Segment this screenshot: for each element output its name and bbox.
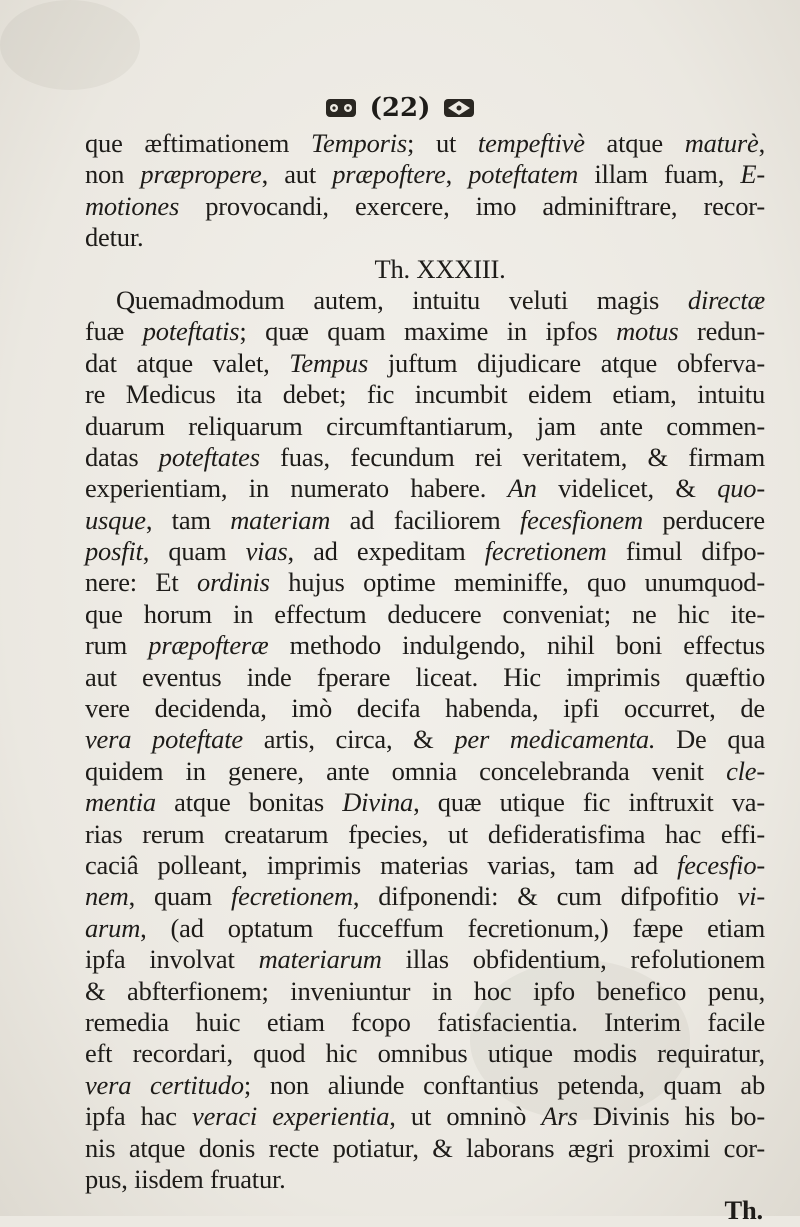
text-line: nis atque donis recte potiatur, & laborans ægri proximi cor- — [85, 1132, 765, 1163]
text-line: remedia huic etiam fcopo fatisfacientia. Interim facile — [85, 1006, 765, 1037]
text-line: que horum in effectum deducere conveniat; ne hic ite- — [85, 598, 765, 629]
text-line: vere decidenda, imò decifa habenda, ipfi occurret, de — [85, 693, 765, 724]
text-line: nere: Et ordinis hujus optime meminiffe, quo unumquod- — [85, 567, 765, 598]
text-line: motiones provocandi, exercere, imo adminiftrare, recor- — [85, 190, 765, 221]
text-line: mentia atque bonitas Divina, quæ utique fic inftruxit va- — [85, 787, 765, 818]
text-line: arum, (ad optatum fucceffum fecretionum,) fæpe etiam — [85, 912, 765, 943]
page-stain — [0, 0, 140, 90]
text-line: detur. — [85, 222, 144, 253]
text-line: non præpropere, aut præpoftere, poteftatem illam fuam, E- — [85, 159, 765, 190]
text-line: usque, tam materiam ad faciliorem fecesfionem perducere — [85, 504, 765, 535]
thesis-heading: Th. XXXIII. — [374, 253, 506, 284]
text-line: aut eventus inde fperare liceat. Hic imprimis quæftio — [85, 661, 765, 692]
text-line: & abfterfionem; inveniuntur in hoc ipfo benefico penu, — [85, 975, 765, 1006]
fleuron-right-icon — [442, 96, 476, 120]
text-line: vera poteftate artis, circa, & per medicamenta. De qua — [85, 724, 766, 755]
text-line: eft recordari, quod hic omnibus utique modis requiratur, — [85, 1038, 765, 1069]
text-line: rias rerum creatarum fpecies, ut defideratisfima hac effi- — [85, 818, 765, 849]
page-header — [0, 93, 800, 123]
text-line: quidem in genere, ante omnia concelebranda venit cle- — [85, 755, 765, 786]
text-line: posfit, quam vias, ad expeditam fecretionem fimul difpo- — [85, 536, 765, 567]
text-line: Quemadmodum autem, intuitu veluti magis directæ — [116, 284, 765, 315]
text-line: vera certitudo; non aliunde conftantius petenda, quam ab — [85, 1069, 765, 1100]
text-line: experientiam, in numerato habere. An videlicet, & quo- — [85, 473, 765, 504]
text-line: dat atque valet, Tempus juftum dijudicare atque obferva- — [85, 347, 765, 378]
fleuron-left-icon — [324, 96, 358, 120]
body-text — [85, 128, 765, 1227]
text-line: nem, quam fecretionem, difponendi: & cum difpofitio vi- — [85, 881, 765, 912]
text-line: pus, iisdem fruatur. — [85, 1163, 286, 1194]
text-line: datas poteftates fuas, fecundum rei veritatem, & firmam — [85, 441, 766, 472]
text-line: que æftimationem Temporis; ut tempeftivè atque maturè, — [85, 128, 765, 158]
text-line: fuæ poteftatis; quæ quam maxime in ipfos motus redun- — [85, 316, 766, 347]
catchword: Th. — [724, 1195, 763, 1226]
text-line: caciâ polleant, imprimis materias varias, tam ad fecesfio- — [85, 849, 765, 880]
text-line: rum præpofteræ methodo indulgendo, nihil boni effectus — [85, 630, 766, 661]
text-line: ipfa hac veraci experientia, ut omninò Ars Divinis his bo- — [85, 1101, 765, 1132]
page-number: (22) — [369, 93, 431, 123]
text-line: duarum reliquarum circumftantiarum, jam ante commen- — [85, 410, 765, 441]
text-line: re Medicus ita debet; fic incumbit eidem etiam, intuitu — [85, 379, 765, 410]
text-line: ipfa involvat materiarum illas obfidentium, refolutionem — [85, 944, 765, 975]
